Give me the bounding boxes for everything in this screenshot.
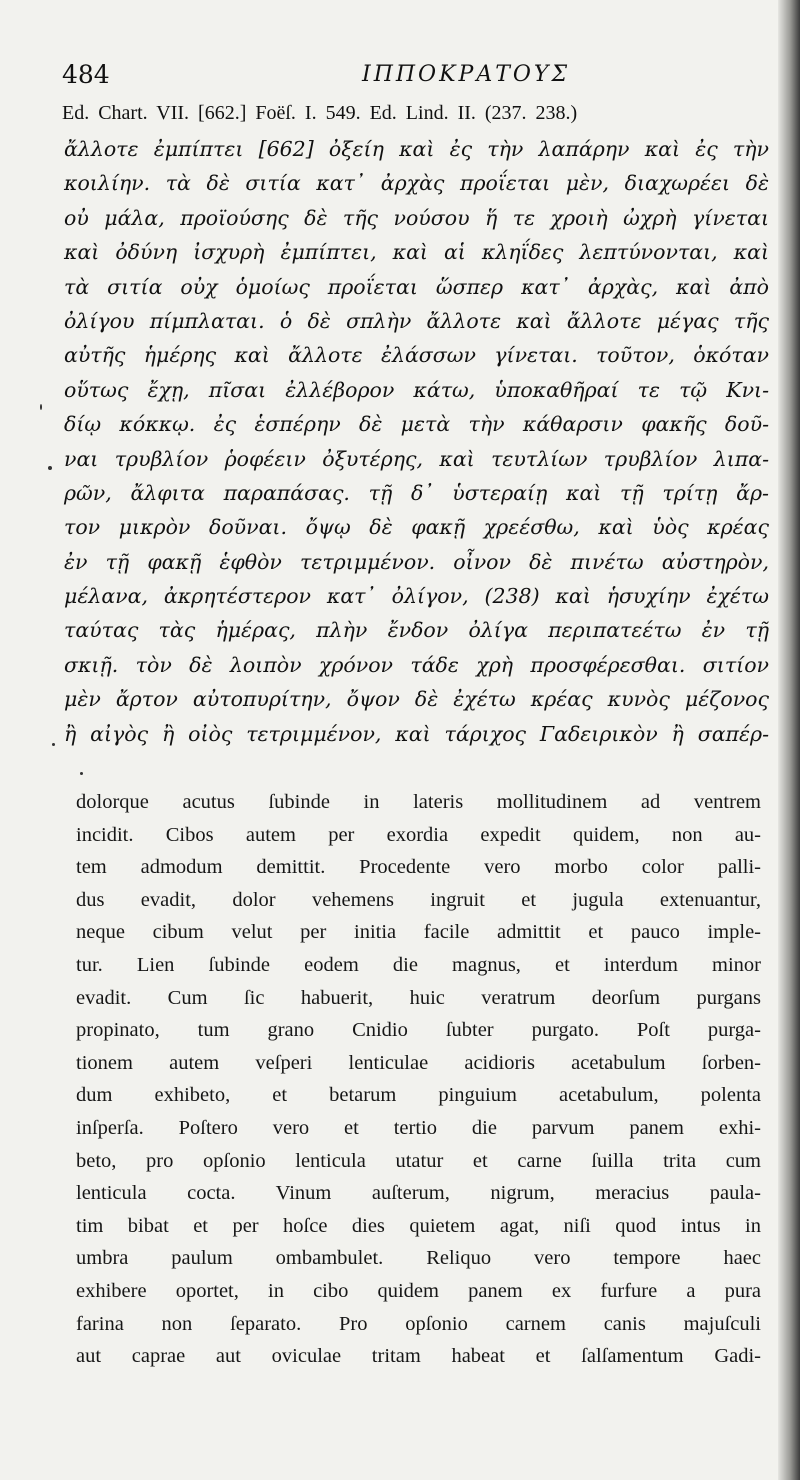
latin-text-line: tim bibat et per hoſce dies quietem agat, niſi quod intus in [76,1214,761,1237]
latin-text-line: umbra paulum ombambulet. Reliquo vero tempore haec [76,1247,761,1270]
latin-text-line: lenticula cocta. Vinum auſterum, nigrum, meracius paula- [76,1182,761,1205]
latin-text-line: farina non ſeparato. Pro opſonio carnem canis majuſculi [76,1312,761,1335]
edition-reference-line: Ed. Chart. VII. [662.] Foëſ. I. 549. Ed. Lind. II. (237. 238.) [62,102,578,124]
latin-text-line: tem admodum demittit. Procedente vero morbo color palli- [76,856,761,879]
greek-text-line: καὶ ὀδύνη ἰσχυρὴ ἐμπίπτει, καὶ αἱ κληΐδες λεπτύνονται, καὶ [64,240,769,265]
greek-text-line: δίῳ κόκκῳ. ἐς ἑσπέρην δὲ μετὰ τὴν κάθαρσιν φακῆς δοῦ- [64,412,769,437]
greek-text-line: ἄλλοτε ἐμπίπτει [662] ὀξείη καὶ ἐς τὴν λαπάρην καὶ ἐς τὴν [64,137,769,161]
greek-text-line: τον μικρὸν δοῦναι. ὄψῳ δὲ φακῇ χρεέσθω, καὶ ὑὸς κρέας [64,515,769,540]
greek-text-line: ἢ αἰγὸς ἢ οἰὸς τετριμμένον, καὶ τάριχος Γαδειρικὸν ἢ σαπέρ- [64,721,769,746]
latin-text-line: inſperſa. Poſtero vero et tertio die parvum panem exhi- [76,1116,761,1139]
greek-text-line: ναι τρυβλίον ῥοφέειν ὀξυτέρης, καὶ τευτλίων τρυβλίον λιπα- [64,446,769,471]
greek-text-line: ρῶν, ἄλφιτα παραπάσας. τῇ δ᾽ ὑστεραίῃ καὶ τῇ τρίτῃ ἄρ- [64,480,769,505]
latin-text-line: dolorque acutus ſubinde in lateris mollitudinem ad ventrem [76,791,761,813]
latin-text-line: neque cibum velut per initia facile admittit et pauco imple- [76,921,761,944]
greek-text-line: οὕτως ἔχῃ, πῖσαι ἐλλέβορον κάτω, ὑποκαθῆραί τε τῷ Κνι- [64,377,769,402]
latin-text-line: beto, pro opſonio lenticula utatur et carne ſuilla trita cum [76,1149,761,1172]
greek-text-line: ὀλίγου πίμπλαται. ὁ δὲ σπλὴν ἄλλοτε καὶ ἄλλοτε μέγας τῆς [64,308,769,333]
latin-text-line: incidit. Cibos autem per exordia expedit quidem, non au- [76,823,761,846]
latin-text-line: propinato, tum grano Cnidio ſubter purgato. Poſt purga- [76,1019,761,1042]
greek-text-line: ἐν τῇ φακῇ ἑφθὸν τετριμμένον. οἶνον δὲ πινέτω αὐστηρὸν, [64,549,769,574]
greek-text-line: κοιλίην. τὰ δὲ σιτία κατ᾽ ἀρχὰς προΐεται μὲν, διαχωρέει δὲ [64,171,769,196]
greek-text-line: μὲν ἄρτον αὐτοπυρίτην, ὄψον δὲ ἐχέτω κρέας κυνὸς μέζονος [64,687,769,712]
greek-text-block [64,132,769,751]
greek-text-line: τὰ σιτία οὐχ ὁμοίως προΐεται ὥσπερ κατ᾽ ἀρχὰς, καὶ ἀπὸ [64,274,769,299]
latin-text-line: evadit. Cum ſic habuerit, huic veratrum deorſum purgans [76,986,761,1009]
greek-text-line: οὐ μάλα, προϊούσης δὲ τῆς νούσου ἥ τε χροιὴ ὠχρὴ γίνεται [64,205,769,230]
latin-text-line: exhibere oportet, in cibo quidem panem ex furfure a pura [76,1279,761,1302]
page-gutter-shadow [778,0,800,1480]
page-header [62,60,752,100]
greek-text-line: ταύτας τὰς ἡμέρας, πλὴν ἔνδον ὀλίγα περιπατεέτω ἐν τῇ [64,618,769,643]
latin-text-line: dus evadit, dolor vehemens ingruit et jugula extenuantur, [76,888,761,911]
latin-translation-block [76,786,761,1373]
latin-text-line: aut caprae aut oviculae tritam habeat et ſalſamentum Gadi- [76,1345,761,1368]
running-title: ΙΠΠΟΚΡΑΤΟΥΣ [362,62,571,87]
page-number: 484 [62,60,110,89]
greek-text-line: αὐτῆς ἡμέρης καὶ ἄλλοτε ἐλάσσων γίνεται. τοῦτον, ὁκόταν [64,343,769,368]
latin-text-line: tur. Lien ſubinde eodem die magnus, et interdum minor [76,953,761,976]
latin-text-line: tionem autem veſperi lenticulae acidioris acetabulum ſorben- [76,1051,761,1074]
greek-text-line: σκιῇ. τὸν δὲ λοιπὸν χρόνον τάδε χρὴ προσφέρεσθαι. σιτίον [64,652,769,677]
greek-text-line: μέλανα, ἀκρητέστερον κατ᾽ ὀλίγον, (238) καὶ ἡσυχίην ἐχέτω [64,584,769,609]
latin-text-line: dum exhibeto, et betarum pinguium acetabulum, polenta [76,1084,761,1107]
